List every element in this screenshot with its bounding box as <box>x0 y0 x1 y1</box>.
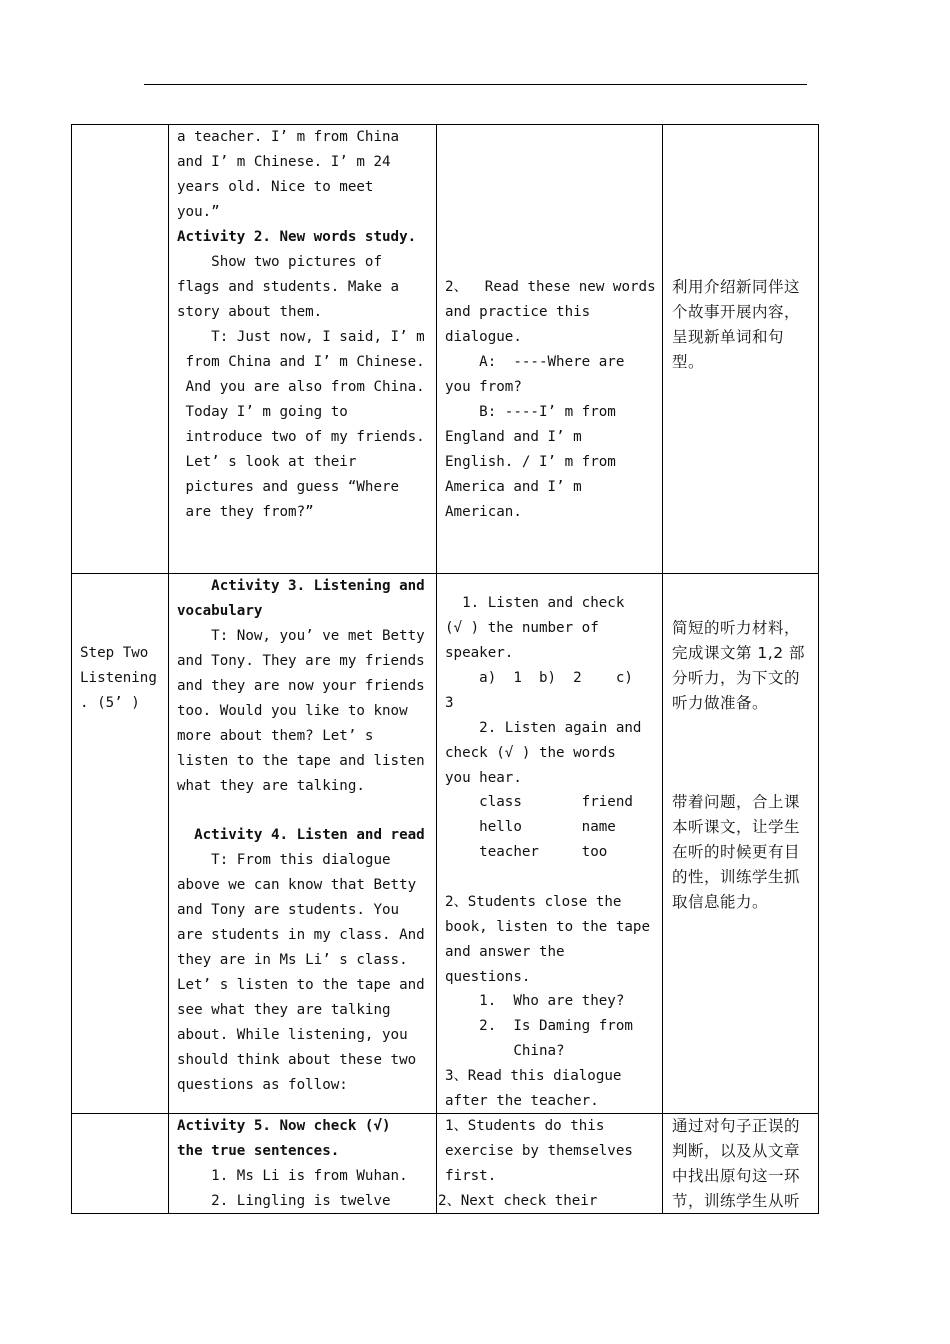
activity-line: introduce two of my friends. <box>177 429 425 445</box>
activity-line: pictures and guess “Where <box>177 479 400 495</box>
step-label: Listening <box>80 670 157 686</box>
purpose-line: 个故事开展内容， <box>672 303 801 321</box>
step-label: Step Two <box>80 645 149 661</box>
purpose-line: 中找出原句这一环 <box>672 1167 801 1185</box>
activity-line: Today I’ m going to <box>177 404 348 420</box>
activity-line: a teacher. I’ m from China <box>177 129 400 145</box>
activity-heading: the true sentences. <box>177 1143 340 1159</box>
step-label: . (5’ ) <box>80 695 140 711</box>
student-line: speaker. <box>445 645 514 661</box>
purpose-line: 听力做准备。 <box>672 694 769 712</box>
student-line: book, listen to the tape <box>445 919 650 935</box>
student-line: you from? <box>445 379 522 395</box>
student-line: 3、Read this dialogue <box>445 1068 622 1084</box>
student-line: 3 <box>445 695 454 711</box>
column-divider-1 <box>168 124 169 1214</box>
student-line: China? <box>445 1043 565 1059</box>
activity-heading: Activity 3. Listening and <box>177 578 425 594</box>
activity-line: T: From this dialogue <box>177 852 391 868</box>
student-line: America and I’ m <box>445 479 582 495</box>
activity-line: are they from?” <box>177 504 314 520</box>
activity-line: flags and students. Make a <box>177 279 400 295</box>
student-line: England and I’ m <box>445 429 582 445</box>
student-line: English. / I’ m from <box>445 454 616 470</box>
student-line: 2. Listen again and <box>445 720 642 736</box>
student-line: class friend <box>445 794 633 810</box>
activity-line: what they are talking. <box>177 778 365 794</box>
activity-line: they are in Ms Li’ s class. <box>177 952 408 968</box>
activity-line: questions as follow: <box>177 1077 348 1093</box>
purpose-line: 通过对句子正误的 <box>672 1117 801 1135</box>
student-line: (√ ) the number of <box>445 620 599 636</box>
activity-heading: Activity 4. Listen and read <box>177 827 425 843</box>
activity-line: And you are also from China. <box>177 379 425 395</box>
activity-line: years old. Nice to meet <box>177 179 374 195</box>
activity-heading: Activity 2. New words study. <box>177 229 417 245</box>
activity-line: and I’ m Chinese. I’ m 24 <box>177 154 391 170</box>
purpose-line: 节，训练学生从听 <box>672 1192 801 1210</box>
activity-line: 2. Lingling is twelve <box>177 1193 391 1209</box>
activity-line: Show two pictures of <box>177 254 382 270</box>
student-line: 2、Next check their <box>438 1193 598 1209</box>
student-line: 2、Students close the <box>445 894 622 910</box>
purpose-line: 在听的时候更有目 <box>672 843 801 861</box>
student-line: American. <box>445 504 522 520</box>
purpose-line: 呈现新单词和句 <box>672 328 785 346</box>
activity-line: and Tony are students. You <box>177 902 400 918</box>
activity-line: listen to the tape and listen <box>177 753 425 769</box>
activity-line: more about them? Let’ s <box>177 728 374 744</box>
student-line: check (√ ) the words <box>445 745 616 761</box>
purpose-line: 本听课文，让学生 <box>672 818 801 836</box>
student-line: first. <box>445 1168 497 1184</box>
student-line: after the teacher. <box>445 1093 599 1109</box>
activity-line: see what they are talking <box>177 1002 391 1018</box>
student-line: 1、Students do this <box>445 1118 605 1134</box>
student-line: exercise by themselves <box>445 1143 633 1159</box>
purpose-line: 简短的听力材料， <box>672 619 801 637</box>
activity-line: should think about these two <box>177 1052 417 1068</box>
purpose-line: 的性，训练学生抓 <box>672 868 801 886</box>
purpose-line: 判断，以及从文章 <box>672 1142 801 1160</box>
activity-line: 1. Ms Li is from Wuhan. <box>177 1168 408 1184</box>
table-border-right <box>818 124 819 1214</box>
purpose-line: 完成课文第 1,2 部 <box>672 644 806 662</box>
student-line: 1. Who are they? <box>445 993 625 1009</box>
activity-line: and they are now your friends <box>177 678 425 694</box>
student-line: 1. Listen and check <box>445 595 625 611</box>
activity-line: above we can know that Betty <box>177 877 417 893</box>
activity-line: about. While listening, you <box>177 1027 408 1043</box>
activity-line: and Tony. They are my friends <box>177 653 425 669</box>
activity-line: you.” <box>177 204 220 220</box>
activity-line: Let’ s listen to the tape and <box>177 977 425 993</box>
student-line: 2. Is Daming from <box>445 1018 633 1034</box>
purpose-line: 带着问题，合上课 <box>672 793 801 811</box>
student-line: a) 1 b) 2 c) <box>445 670 633 686</box>
student-line: A: ----Where are <box>445 354 625 370</box>
student-line: B: ----I’ m from <box>445 404 616 420</box>
purpose-line: 利用介绍新同伴这 <box>672 278 801 296</box>
column-divider-3 <box>662 124 663 1214</box>
purpose-line: 型。 <box>672 353 705 371</box>
activity-line: Let’ s look at their <box>177 454 357 470</box>
column-divider-2 <box>436 124 437 1214</box>
student-line: questions. <box>445 969 531 985</box>
table-border-left <box>71 124 72 1214</box>
activity-line: T: Just now, I said, I’ m <box>177 329 425 345</box>
activity-heading: vocabulary <box>177 603 263 619</box>
student-line: you hear. <box>445 770 522 786</box>
activity-line: story about them. <box>177 304 323 320</box>
activity-line: from China and I’ m Chinese. <box>177 354 425 370</box>
student-line: 2、 Read these new words <box>445 279 656 295</box>
activity-line: too. Would you like to know <box>177 703 408 719</box>
activity-heading: Activity 5. Now check (√) <box>177 1118 391 1134</box>
activity-line: T: Now, you’ ve met Betty <box>177 628 425 644</box>
purpose-line: 取信息能力。 <box>672 893 769 911</box>
activity-line: are students in my class. And <box>177 927 425 943</box>
student-line: teacher too <box>445 844 608 860</box>
student-line: and practice this <box>445 304 591 320</box>
purpose-line: 分听力，为下文的 <box>672 669 801 687</box>
student-line: dialogue. <box>445 329 522 345</box>
student-line: and answer the <box>445 944 565 960</box>
student-line: hello name <box>445 819 616 835</box>
